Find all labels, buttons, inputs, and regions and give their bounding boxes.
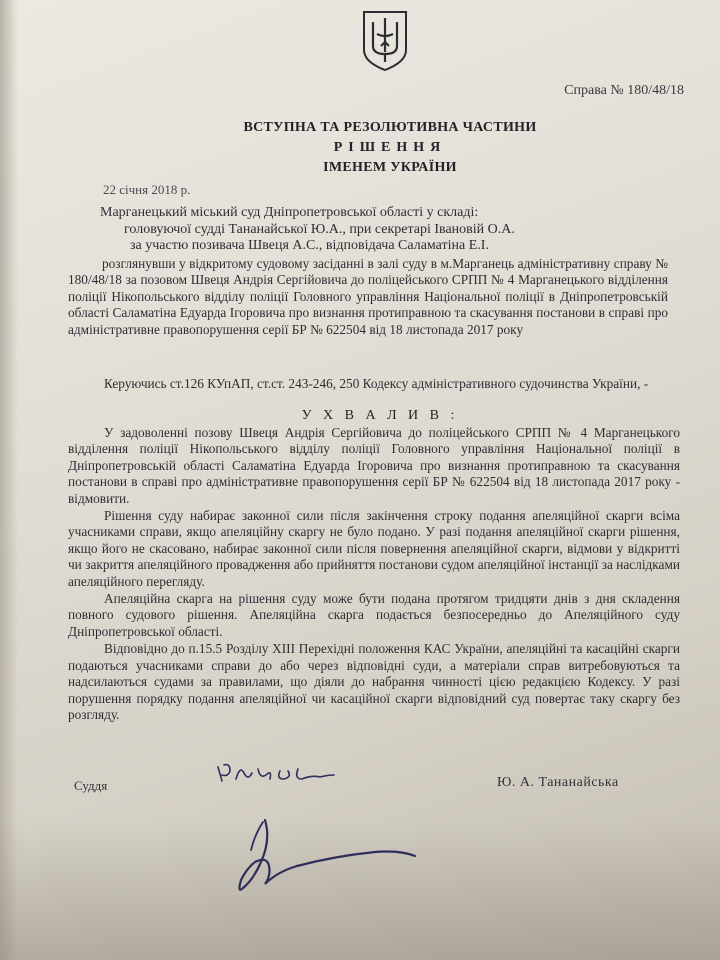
operative-paragraph-1: У задоволенні позову Швеця Андрія Сергійовича до поліцейського СРПП № 4 Марганецького відділення поліції Нікопольського відділу поліції Головного управління Національної поліції в Дніпропетровській області Саламатіна Едуарда Ігоровича про визнання протиправною та скасування постанови в справі про адміністративне правопорушення серії БР № 622504 від 18 листопада 2017 року - відмовити. <box>68 425 680 506</box>
court-line-3: за участю позивача Швеця А.С., відповідача Саламатіна Е.І. <box>130 238 489 253</box>
operative-part <box>68 425 680 724</box>
operative-paragraph-4: Відповідно до п.15.5 Розділу XIII Перехідні положення КАС України, апеляційні та касаційні скарги подаються учасниками справи до або через відповідні суди, а матеріали справ витребовуються та надсилаються судами за правилами, що діяли до набрання чинності цією редакцією Кодексу. У разі порушення порядку подання апеляційної чи касаційної скарги відповідний суд повертає таку скаргу без розгляду. <box>68 641 680 722</box>
title-line-2: РІШЕННЯ <box>333 140 447 155</box>
court-composition <box>100 205 600 255</box>
resolved-heading: У Х В А Л И В : <box>301 408 459 423</box>
consideration-text: розглянувши у відкритому судовому засіданні в залі суду в м.Марганець адміністративну справу № 180/48/18 за позовом Швеця Андрія Сергійовича до поліцейського СРПП № 4 Марганецького відділення поліції Нікопольського відділу поліції Головного управління Національної поліції в Дніпропетровській області Саламатіна Едуарда Ігоровича про визнання протиправною та скасування постанови в справі про адміністративне правопорушення серії БР № 622504 від 18 листопада 2017 року <box>68 256 668 337</box>
decision-date: 22 січня 2018 р. <box>103 182 191 197</box>
court-line-2: головуючої судді Тананайської Ю.А., при секретарі Івановій О.А. <box>124 221 515 237</box>
legal-basis-text: Керуючись ст.126 КУпАП, ст.ст. 243-246, 250 Кодексу адміністративного судочинства України, - <box>104 376 649 391</box>
operative-paragraph-3: Апеляційна скарга на рішення суду може бути подана протягом тридцяти днів з дня складення повного судового рішення. Апеляційна скарга подається безпосередньо до Апеляційного суду Дніпропетровської області. <box>68 591 680 639</box>
judge-label: Суддя <box>74 778 108 793</box>
case-number: Справа № 180/48/18 <box>564 83 684 98</box>
page-shadow-left <box>0 0 18 960</box>
judge-signature <box>225 810 465 910</box>
trident-emblem-icon <box>360 8 410 72</box>
title-line-3: ІМЕНЕМ УКРАЇНИ <box>323 160 457 175</box>
judge-name: Ю. А. Тананайська <box>497 775 619 790</box>
title-line-1: ВСТУПНА ТА РЕЗОЛЮТИВНА ЧАСТИНИ <box>243 120 537 135</box>
consideration-paragraph <box>68 256 668 338</box>
legal-basis-paragraph <box>68 376 672 392</box>
court-line-1: Марганецький міський суд Дніпропетровської області у складі: <box>100 205 479 220</box>
handwritten-note-signature <box>200 745 370 795</box>
operative-paragraph-2: Рішення суду набирає законної сили після закінчення строку подання апеляційної скарги всіма учасниками справи, якщо апеляційну скаргу не було подано. У разі подання апеляційної скарги рішення, якщо його не скасовано, набирає законної сили після повернення апеляційної скарги, відмови у відкритті чи закриття апеляційного провадження або прийняття постанови судом апеляційної інстанції за наслідками апеляційного перегляду. <box>68 508 680 589</box>
